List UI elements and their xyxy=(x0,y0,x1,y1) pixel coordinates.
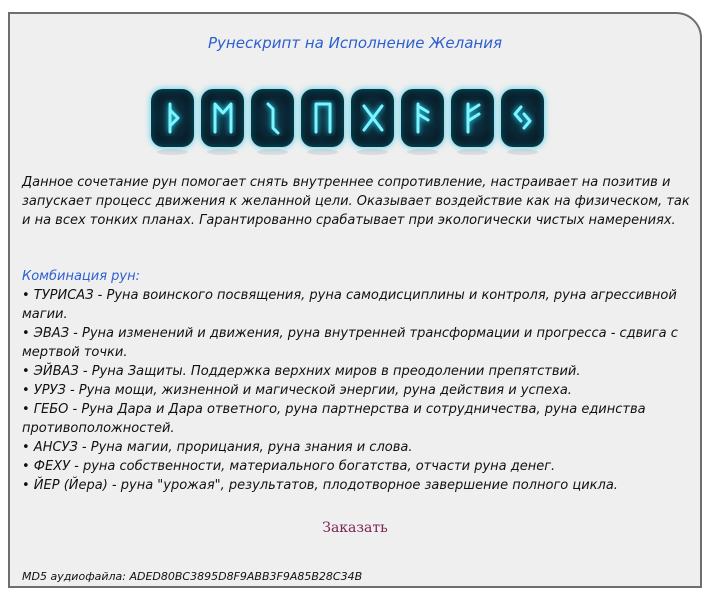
ehwaz-rune-icon xyxy=(201,89,244,147)
tiwaz-rune-icon xyxy=(151,89,194,147)
rune-script-card xyxy=(8,12,702,588)
list-item: • УРУЗ - Руна мощи, жизненной и магической энергии, руна действия и успеха. xyxy=(22,383,572,398)
list-item: • ФЕХУ - руна собственности, материального богатства, отчасти руна денег. xyxy=(22,459,556,474)
page-title: Рунескрипт на Исполнение Желания xyxy=(208,34,502,52)
list-item: • ЭВАЗ - Руна изменений и движения, руна внутренней трансформации и прогресса - сдвига с мертвой точки. xyxy=(22,326,678,360)
list-item: • ЙЕР (Йера) - руна "урожая", результатов, плодотворное завершение полного цикла. xyxy=(22,478,618,493)
gebo-rune-icon xyxy=(351,89,394,147)
md5-checksum: MD5 аудиофайла: ADED80BC3895D8F9ABB3F9A85B28C34B xyxy=(22,570,363,583)
combination-heading: Комбинация рун: xyxy=(22,269,140,284)
list-item: • АНСУЗ - Руна магии, прорицания, руна знания и слова. xyxy=(22,440,413,455)
eihwaz-rune-icon xyxy=(251,89,294,147)
fehu-rune-icon xyxy=(451,89,494,147)
list-item: • ГЕБО - Руна Дара и Дара ответного, руна партнерства и сотрудничества, руна единства противоположностей. xyxy=(22,402,646,436)
rune-combination-list xyxy=(22,286,698,495)
order-link[interactable]: Заказать xyxy=(322,520,388,536)
description-text: Данное сочетание рун помогает снять внутреннее сопротивление, настраивает на позитив и запускает процесс движения к желанной цели. Оказывает воздействие как на физическом, так и на всех тонких планах. Гарантированно срабатывает при экологически чистых намерениях. xyxy=(22,175,690,228)
ansuz-rune-icon xyxy=(401,89,444,147)
uruz-rune-icon xyxy=(301,89,344,147)
list-item: • ЭЙВАЗ - Руна Защиты. Поддержка верхних миров в преодолении препятствий. xyxy=(22,364,581,379)
list-item: • ТУРИСАЗ - Руна воинского посвящения, руна самодисциплины и контроля, руна агрессивной магии. xyxy=(22,288,677,322)
jera-rune-icon xyxy=(501,89,544,147)
rune-stones xyxy=(151,89,544,147)
